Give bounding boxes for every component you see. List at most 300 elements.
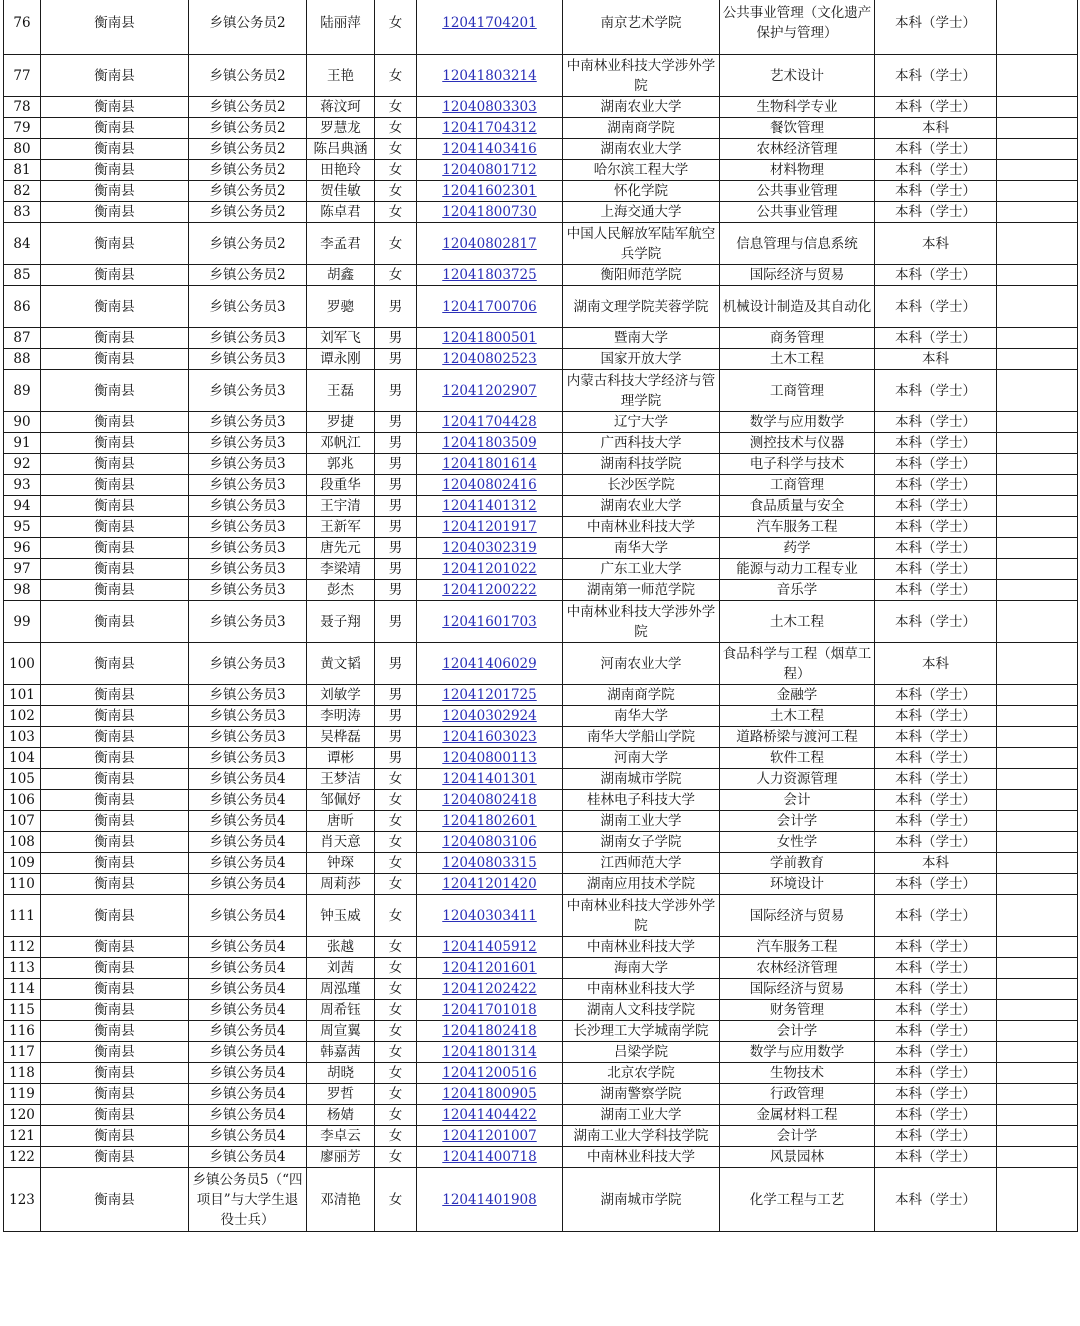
degree-cell: 本科（学士） — [875, 97, 997, 118]
exam-id-cell — [417, 55, 563, 97]
exam-id-link[interactable]: 12041800905 — [442, 1086, 537, 1102]
school-cell: 中南林业科技大学 — [563, 937, 720, 958]
degree-cell: 本科（学士） — [875, 748, 997, 769]
exam-id-link[interactable]: 12041201725 — [442, 687, 537, 703]
school-cell: 湖南商学院 — [563, 685, 720, 706]
remarks-cell — [997, 223, 1078, 265]
county-cell: 衡南县 — [41, 286, 189, 328]
major-cell: 公共事业管理（文化遗产保护与管理） — [720, 0, 875, 55]
table-row — [4, 349, 1078, 370]
school-cell: 南华大学船山学院 — [563, 727, 720, 748]
major-cell: 农林经济管理 — [720, 139, 875, 160]
county-cell: 衡南县 — [41, 979, 189, 1000]
gender-cell: 女 — [375, 202, 417, 223]
school-cell: 湖南工业大学科技学院 — [563, 1126, 720, 1147]
candidate-name: 聂子翔 — [307, 601, 375, 643]
exam-id-link[interactable]: 12041406029 — [442, 655, 537, 672]
table-row — [4, 496, 1078, 517]
remarks-cell — [997, 370, 1078, 412]
school-cell: 湖南工业大学 — [563, 811, 720, 832]
gender-cell: 女 — [375, 895, 417, 937]
table-row — [4, 1021, 1078, 1042]
exam-id-link[interactable]: 12041801314 — [442, 1044, 537, 1060]
position-cell: 乡镇公务员4 — [189, 1147, 307, 1168]
gender-cell: 女 — [375, 958, 417, 979]
position-cell: 乡镇公务员2 — [189, 139, 307, 160]
county-cell: 衡南县 — [41, 1000, 189, 1021]
row-number: 113 — [4, 958, 41, 979]
exam-id-link[interactable]: 12041704428 — [442, 414, 537, 430]
row-number: 87 — [4, 328, 41, 349]
exam-id-link[interactable]: 12040302319 — [442, 540, 537, 556]
exam-id-link[interactable]: 12041700706 — [442, 298, 537, 315]
table-row — [4, 97, 1078, 118]
table-row — [4, 370, 1078, 412]
remarks-cell — [997, 454, 1078, 475]
major-cell: 工商管理 — [720, 475, 875, 496]
candidate-name: 陈卓君 — [307, 202, 375, 223]
exam-id-link[interactable]: 12041601703 — [442, 613, 537, 630]
exam-id-cell — [417, 601, 563, 643]
exam-id-link[interactable]: 12041201007 — [442, 1128, 537, 1144]
school-cell: 长沙医学院 — [563, 475, 720, 496]
degree-cell: 本科（学士） — [875, 1021, 997, 1042]
degree-cell: 本科（学士） — [875, 202, 997, 223]
table-row — [4, 433, 1078, 454]
school-cell: 中南林业科技大学涉外学院 — [563, 55, 720, 97]
gender-cell: 男 — [375, 349, 417, 370]
gender-cell: 女 — [375, 97, 417, 118]
exam-id-cell — [417, 370, 563, 412]
exam-id-link[interactable]: 12041701018 — [442, 1002, 537, 1018]
position-cell: 乡镇公务员2 — [189, 97, 307, 118]
exam-id-link[interactable]: 12041202907 — [442, 382, 537, 399]
exam-id-cell — [417, 265, 563, 286]
table-row — [4, 559, 1078, 580]
major-cell: 公共事业管理 — [720, 181, 875, 202]
table-row — [4, 328, 1078, 349]
county-cell: 衡南县 — [41, 181, 189, 202]
candidate-name: 陆丽萍 — [307, 0, 375, 55]
row-number: 108 — [4, 832, 41, 853]
exam-id-cell — [417, 202, 563, 223]
row-number: 91 — [4, 433, 41, 454]
degree-cell: 本科（学士） — [875, 1000, 997, 1021]
table-row — [4, 1126, 1078, 1147]
row-number: 76 — [4, 0, 41, 55]
candidate-name: 李明涛 — [307, 706, 375, 727]
county-cell: 衡南县 — [41, 580, 189, 601]
gender-cell: 男 — [375, 727, 417, 748]
candidate-name: 李卓云 — [307, 1126, 375, 1147]
school-cell: 湖南警察学院 — [563, 1084, 720, 1105]
position-cell: 乡镇公务员3 — [189, 601, 307, 643]
county-cell: 衡南县 — [41, 223, 189, 265]
county-cell: 衡南县 — [41, 685, 189, 706]
candidate-name: 谭永刚 — [307, 349, 375, 370]
exam-id-link[interactable]: 12041202422 — [442, 981, 537, 997]
exam-id-link[interactable]: 12040802523 — [442, 351, 537, 367]
degree-cell: 本科（学士） — [875, 727, 997, 748]
school-cell: 衡阳师范学院 — [563, 265, 720, 286]
position-cell: 乡镇公务员4 — [189, 1084, 307, 1105]
remarks-cell — [997, 727, 1078, 748]
remarks-cell — [997, 601, 1078, 643]
candidate-name: 李梁靖 — [307, 559, 375, 580]
exam-id-link[interactable]: 12041401301 — [442, 771, 537, 787]
exam-id-cell — [417, 769, 563, 790]
row-number: 78 — [4, 97, 41, 118]
position-cell: 乡镇公务员3 — [189, 286, 307, 328]
remarks-cell — [997, 265, 1078, 286]
row-number: 112 — [4, 937, 41, 958]
row-number: 120 — [4, 1105, 41, 1126]
exam-id-link[interactable]: 12040803106 — [442, 834, 537, 850]
exam-id-cell — [417, 958, 563, 979]
county-cell: 衡南县 — [41, 895, 189, 937]
exam-id-link[interactable]: 12040303411 — [442, 907, 537, 924]
position-cell: 乡镇公务员4 — [189, 979, 307, 1000]
major-cell: 风景园林 — [720, 1147, 875, 1168]
county-cell: 衡南县 — [41, 55, 189, 97]
exam-id-link[interactable]: 12041404422 — [442, 1107, 537, 1123]
gender-cell: 女 — [375, 790, 417, 811]
row-number: 101 — [4, 685, 41, 706]
table-row — [4, 790, 1078, 811]
table-row — [4, 895, 1078, 937]
remarks-cell — [997, 832, 1078, 853]
position-cell: 乡镇公务员4 — [189, 958, 307, 979]
exam-id-link[interactable]: 12040801712 — [442, 162, 537, 178]
major-cell: 音乐学 — [720, 580, 875, 601]
exam-id-link[interactable]: 12040802817 — [442, 235, 537, 252]
exam-id-link[interactable]: 12041704312 — [442, 120, 537, 136]
school-cell: 湖南工业大学 — [563, 1105, 720, 1126]
candidate-name: 胡晓 — [307, 1063, 375, 1084]
degree-cell: 本科（学士） — [875, 1063, 997, 1084]
candidate-name: 罗骢 — [307, 286, 375, 328]
table-row — [4, 853, 1078, 874]
remarks-cell — [997, 538, 1078, 559]
school-cell: 湖南城市学院 — [563, 769, 720, 790]
remarks-cell — [997, 118, 1078, 139]
major-cell: 女性学 — [720, 832, 875, 853]
major-cell: 电子科学与技术 — [720, 454, 875, 475]
remarks-cell — [997, 1105, 1078, 1126]
degree-cell: 本科（学士） — [875, 181, 997, 202]
row-number: 90 — [4, 412, 41, 433]
school-cell: 暨南大学 — [563, 328, 720, 349]
gender-cell: 女 — [375, 1147, 417, 1168]
exam-id-link[interactable]: 12041201420 — [442, 876, 537, 892]
candidate-name: 段重华 — [307, 475, 375, 496]
exam-id-link[interactable]: 12041405912 — [442, 939, 537, 955]
candidate-name: 刘军飞 — [307, 328, 375, 349]
degree-cell: 本科（学士） — [875, 1126, 997, 1147]
major-cell: 会计学 — [720, 811, 875, 832]
position-cell: 乡镇公务员3 — [189, 349, 307, 370]
exam-id-cell — [417, 349, 563, 370]
county-cell: 衡南县 — [41, 202, 189, 223]
row-number: 117 — [4, 1042, 41, 1063]
position-cell: 乡镇公务员4 — [189, 1126, 307, 1147]
exam-id-link[interactable]: 12041403416 — [442, 141, 537, 157]
exam-id-link[interactable]: 12040803315 — [442, 855, 537, 871]
school-cell: 湖南商学院 — [563, 118, 720, 139]
row-number: 81 — [4, 160, 41, 181]
row-number: 86 — [4, 286, 41, 328]
remarks-cell — [997, 517, 1078, 538]
remarks-cell — [997, 979, 1078, 1000]
exam-id-cell — [417, 1168, 563, 1232]
school-cell: 内蒙古科技大学经济与管理学院 — [563, 370, 720, 412]
degree-cell: 本科（学士） — [875, 1168, 997, 1232]
school-cell: 江西师范大学 — [563, 853, 720, 874]
county-cell: 衡南县 — [41, 1126, 189, 1147]
degree-cell: 本科（学士） — [875, 139, 997, 160]
remarks-cell — [997, 958, 1078, 979]
exam-id-link[interactable]: 12041803214 — [442, 67, 537, 84]
county-cell: 衡南县 — [41, 811, 189, 832]
gender-cell: 女 — [375, 118, 417, 139]
exam-id-link[interactable]: 12040302924 — [442, 708, 537, 724]
gender-cell: 女 — [375, 1126, 417, 1147]
major-cell: 商务管理 — [720, 328, 875, 349]
school-cell: 湖南科技学院 — [563, 454, 720, 475]
gender-cell: 女 — [375, 0, 417, 55]
candidate-name: 王艳 — [307, 55, 375, 97]
exam-id-link[interactable]: 12041800730 — [442, 204, 537, 220]
row-number: 77 — [4, 55, 41, 97]
exam-id-link[interactable]: 12041801614 — [442, 456, 537, 472]
exam-id-link[interactable]: 12041401908 — [442, 1191, 537, 1208]
major-cell: 汽车服务工程 — [720, 517, 875, 538]
candidate-name: 张越 — [307, 937, 375, 958]
position-cell: 乡镇公务员2 — [189, 181, 307, 202]
exam-id-cell — [417, 727, 563, 748]
exam-id-cell — [417, 139, 563, 160]
exam-id-link[interactable]: 12041602301 — [442, 183, 537, 199]
table-row — [4, 811, 1078, 832]
gender-cell: 男 — [375, 643, 417, 685]
remarks-cell — [997, 1147, 1078, 1168]
remarks-cell — [997, 1000, 1078, 1021]
exam-id-link[interactable]: 12040802418 — [442, 792, 537, 808]
remarks-cell — [997, 1063, 1078, 1084]
exam-id-cell — [417, 1105, 563, 1126]
major-cell: 会计 — [720, 790, 875, 811]
row-number: 123 — [4, 1168, 41, 1232]
exam-id-link[interactable]: 12041802601 — [442, 813, 537, 829]
county-cell: 衡南县 — [41, 1021, 189, 1042]
table-row — [4, 643, 1078, 685]
gender-cell: 男 — [375, 685, 417, 706]
position-cell: 乡镇公务员5（“四项目”与大学生退役士兵） — [189, 1168, 307, 1232]
table-row — [4, 706, 1078, 727]
row-number: 83 — [4, 202, 41, 223]
county-cell: 衡南县 — [41, 538, 189, 559]
exam-id-link[interactable]: 12041400718 — [442, 1149, 537, 1165]
county-cell: 衡南县 — [41, 706, 189, 727]
school-cell: 湖南城市学院 — [563, 1168, 720, 1232]
county-cell: 衡南县 — [41, 475, 189, 496]
county-cell: 衡南县 — [41, 0, 189, 55]
exam-id-link[interactable]: 12040800113 — [442, 750, 537, 766]
exam-id-link[interactable]: 12041201917 — [442, 519, 537, 535]
major-cell: 生物技术 — [720, 1063, 875, 1084]
row-number: 118 — [4, 1063, 41, 1084]
gender-cell: 男 — [375, 748, 417, 769]
remarks-cell — [997, 328, 1078, 349]
major-cell: 行政管理 — [720, 1084, 875, 1105]
exam-id-link[interactable]: 12041603023 — [442, 729, 537, 745]
exam-id-link[interactable]: 12041401312 — [442, 498, 537, 514]
exam-id-cell — [417, 1000, 563, 1021]
exam-id-cell — [417, 1084, 563, 1105]
candidate-name: 钟琛 — [307, 853, 375, 874]
degree-cell: 本科（学士） — [875, 538, 997, 559]
county-cell: 衡南县 — [41, 496, 189, 517]
table-row — [4, 223, 1078, 265]
candidate-name: 韩嘉茜 — [307, 1042, 375, 1063]
table-row — [4, 580, 1078, 601]
exam-id-link[interactable]: 12041201601 — [442, 960, 537, 976]
candidate-name: 刘茜 — [307, 958, 375, 979]
major-cell: 软件工程 — [720, 748, 875, 769]
gender-cell: 女 — [375, 937, 417, 958]
degree-cell: 本科（学士） — [875, 0, 997, 55]
candidate-name: 王梦洁 — [307, 769, 375, 790]
gender-cell: 女 — [375, 1021, 417, 1042]
county-cell: 衡南县 — [41, 832, 189, 853]
major-cell: 金属材料工程 — [720, 1105, 875, 1126]
candidate-name: 李孟君 — [307, 223, 375, 265]
school-cell: 湖南女子学院 — [563, 832, 720, 853]
county-cell: 衡南县 — [41, 769, 189, 790]
county-cell: 衡南县 — [41, 97, 189, 118]
row-number: 103 — [4, 727, 41, 748]
position-cell: 乡镇公务员4 — [189, 1042, 307, 1063]
exam-id-cell — [417, 979, 563, 1000]
gender-cell: 女 — [375, 181, 417, 202]
degree-cell: 本科（学士） — [875, 580, 997, 601]
position-cell: 乡镇公务员4 — [189, 1021, 307, 1042]
exam-id-link[interactable]: 12041200222 — [442, 582, 537, 598]
exam-id-link[interactable]: 12041803725 — [442, 267, 537, 283]
school-cell: 中国人民解放军陆军航空兵学院 — [563, 223, 720, 265]
row-number: 85 — [4, 265, 41, 286]
exam-id-cell — [417, 1063, 563, 1084]
gender-cell: 女 — [375, 1000, 417, 1021]
county-cell: 衡南县 — [41, 643, 189, 685]
candidate-name: 郭兆 — [307, 454, 375, 475]
county-cell: 衡南县 — [41, 874, 189, 895]
degree-cell: 本科 — [875, 643, 997, 685]
remarks-cell — [997, 874, 1078, 895]
school-cell: 湖南文理学院芙蓉学院 — [563, 286, 720, 328]
degree-cell: 本科（学士） — [875, 559, 997, 580]
row-number: 88 — [4, 349, 41, 370]
county-cell: 衡南县 — [41, 349, 189, 370]
position-cell: 乡镇公务员3 — [189, 727, 307, 748]
position-cell: 乡镇公务员3 — [189, 748, 307, 769]
exam-id-cell — [417, 643, 563, 685]
degree-cell: 本科（学士） — [875, 895, 997, 937]
table-row — [4, 1105, 1078, 1126]
exam-id-link[interactable]: 12041201022 — [442, 561, 537, 577]
school-cell: 湖南第一师范学院 — [563, 580, 720, 601]
county-cell: 衡南县 — [41, 139, 189, 160]
major-cell: 国际经济与贸易 — [720, 895, 875, 937]
row-number: 114 — [4, 979, 41, 1000]
degree-cell: 本科（学士） — [875, 601, 997, 643]
school-cell: 上海交通大学 — [563, 202, 720, 223]
table-row — [4, 538, 1078, 559]
major-cell: 土木工程 — [720, 601, 875, 643]
gender-cell: 女 — [375, 139, 417, 160]
position-cell: 乡镇公务员2 — [189, 160, 307, 181]
candidate-name: 钟玉威 — [307, 895, 375, 937]
exam-id-link[interactable]: 12041803509 — [442, 435, 537, 451]
gender-cell: 男 — [375, 433, 417, 454]
position-cell: 乡镇公务员3 — [189, 412, 307, 433]
school-cell: 湖南农业大学 — [563, 97, 720, 118]
row-number: 121 — [4, 1126, 41, 1147]
candidate-name: 王新军 — [307, 517, 375, 538]
exam-id-link[interactable]: 12041200516 — [442, 1065, 537, 1081]
degree-cell: 本科（学士） — [875, 160, 997, 181]
county-cell: 衡南县 — [41, 370, 189, 412]
candidate-name: 吴桦磊 — [307, 727, 375, 748]
county-cell: 衡南县 — [41, 1105, 189, 1126]
position-cell: 乡镇公务员2 — [189, 223, 307, 265]
exam-id-link[interactable]: 12040802416 — [442, 477, 537, 493]
position-cell: 乡镇公务员3 — [189, 580, 307, 601]
position-cell: 乡镇公务员4 — [189, 937, 307, 958]
exam-id-link[interactable]: 12041802418 — [442, 1023, 537, 1039]
remarks-cell — [997, 496, 1078, 517]
gender-cell: 男 — [375, 475, 417, 496]
gender-cell: 男 — [375, 328, 417, 349]
position-cell: 乡镇公务员3 — [189, 685, 307, 706]
row-number: 106 — [4, 790, 41, 811]
table-row — [4, 1168, 1078, 1232]
table-row — [4, 979, 1078, 1000]
school-cell: 国家开放大学 — [563, 349, 720, 370]
exam-id-link[interactable]: 12041704201 — [442, 14, 537, 31]
table-row — [4, 265, 1078, 286]
remarks-cell — [997, 706, 1078, 727]
position-cell: 乡镇公务员2 — [189, 0, 307, 55]
exam-id-link[interactable]: 12040803303 — [442, 99, 537, 115]
table-row — [4, 139, 1078, 160]
remarks-cell — [997, 1084, 1078, 1105]
position-cell: 乡镇公务员3 — [189, 475, 307, 496]
position-cell: 乡镇公务员4 — [189, 895, 307, 937]
county-cell: 衡南县 — [41, 559, 189, 580]
exam-id-link[interactable]: 12041800501 — [442, 330, 537, 346]
row-number: 89 — [4, 370, 41, 412]
exam-id-cell — [417, 538, 563, 559]
exam-id-cell — [417, 97, 563, 118]
position-cell: 乡镇公务员4 — [189, 811, 307, 832]
gender-cell: 女 — [375, 55, 417, 97]
school-cell: 中南林业科技大学 — [563, 517, 720, 538]
county-cell: 衡南县 — [41, 517, 189, 538]
remarks-cell — [997, 1126, 1078, 1147]
county-cell: 衡南县 — [41, 1147, 189, 1168]
position-cell: 乡镇公务员3 — [189, 433, 307, 454]
